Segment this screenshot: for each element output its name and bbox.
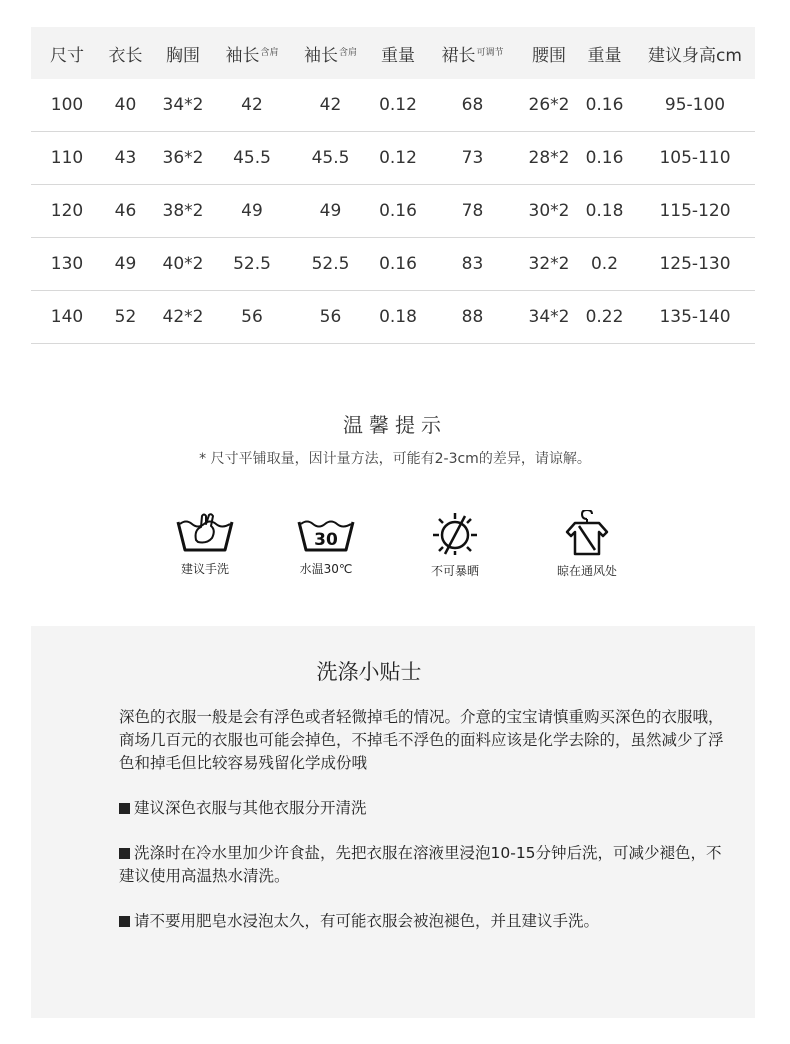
table-cell: 34*2: [524, 291, 574, 344]
table-cell: 135-140: [635, 291, 755, 344]
table-cell: 110: [31, 132, 103, 185]
care-label: 晾在通风处: [556, 564, 617, 578]
table-cell: 95-100: [635, 79, 755, 132]
care-item-water-temp: [266, 510, 386, 577]
table-cell: 46: [103, 185, 148, 238]
table-cell: 52: [103, 291, 148, 344]
table-cell: 88: [421, 291, 524, 344]
header-cell-weight-2: 重量: [574, 27, 635, 79]
table-cell: 49: [286, 185, 375, 238]
table-cell: 45.5: [218, 132, 286, 185]
table-cell: 83: [421, 238, 524, 291]
table-cell: 0.16: [375, 185, 421, 238]
hang-dry-shade-icon: [561, 510, 613, 556]
care-item-hang-dry: [527, 510, 647, 579]
table-cell: 42: [218, 79, 286, 132]
table-cell: 43: [103, 132, 148, 185]
size-chart-table: [31, 27, 755, 344]
table-row: [31, 79, 755, 132]
header-cell-sleeve: 袖长$^{含肩}$: [218, 27, 286, 79]
table-cell: 0.16: [375, 238, 421, 291]
table-cell: 52.5: [286, 238, 375, 291]
table-cell: 38*2: [148, 185, 218, 238]
table-cell: 40: [103, 79, 148, 132]
table-cell: 0.16: [574, 79, 635, 132]
table-cell: 49: [218, 185, 286, 238]
table-cell: 40*2: [148, 238, 218, 291]
table-cell: 56: [218, 291, 286, 344]
wash-tip-item: 请不要用肥皂水浸泡太久，有可能衣服会被泡褪色，并且建议手洗。: [119, 910, 729, 933]
header-cell-size: 尺寸: [31, 27, 103, 79]
header-cell-waist: 腰围: [524, 27, 574, 79]
header-cell-chest: 胸围: [148, 27, 218, 79]
header-cell-skirt-length: 裙长$^{可调节}$: [421, 27, 524, 79]
wash-tip-item: 洗涤时在冷水里加少许食盐，先把衣服在溶液里浸泡10-15分钟后洗，可减少褪色，不建议使用高温热水清洗。: [119, 844, 722, 885]
no-sun-exposure-icon: [429, 510, 481, 556]
table-cell: 36*2: [148, 132, 218, 185]
table-row: [31, 185, 755, 238]
wash-tip-item: 建议深色衣服与其他衣服分开清洗: [119, 797, 729, 820]
wash-tip-intro: 深色的衣服一般是会有浮色或者轻微掉毛的情况。介意的宝宝请慎重购买深色的衣服哦，商场几百元的衣服也可能会掉色，不掉毛不浮色的面料应该是化学去除的，虽然减少了浮色和掉毛但比较容易残留化学成份哦: [119, 708, 724, 772]
square-bullet-icon: [119, 803, 130, 814]
water-temp-30-icon: [295, 510, 357, 554]
care-label: 水温30℃: [299, 562, 353, 576]
table-cell: 0.18: [574, 185, 635, 238]
svg-text:30: 30: [314, 530, 338, 550]
table-row: [31, 238, 755, 291]
care-item-hand-wash: [145, 510, 265, 577]
care-label: 不可暴晒: [430, 564, 479, 578]
tips-subtitle: * 尺寸平铺取量，因计量方法，可能有2-3cm的差异，请谅解。: [199, 451, 591, 467]
care-item-no-sun: [395, 510, 515, 579]
table-cell: 73: [421, 132, 524, 185]
table-cell: 125-130: [635, 238, 755, 291]
header-cell-weight: 重量: [375, 27, 421, 79]
table-cell: 100: [31, 79, 103, 132]
table-row: [31, 132, 755, 185]
table-cell: 34*2: [148, 79, 218, 132]
table-cell: 0.2: [574, 238, 635, 291]
hand-wash-icon: [174, 510, 236, 554]
table-cell: 42: [286, 79, 375, 132]
table-cell: 120: [31, 185, 103, 238]
table-cell: 78: [421, 185, 524, 238]
care-label: 建议手洗: [180, 562, 229, 576]
table-cell: 56: [286, 291, 375, 344]
table-cell: 49: [103, 238, 148, 291]
square-bullet-icon: [119, 848, 130, 859]
wash-tips-title: 洗涤小贴士: [316, 660, 422, 684]
table-cell: 26*2: [524, 79, 574, 132]
table-cell: 0.22: [574, 291, 635, 344]
table-cell: 115-120: [635, 185, 755, 238]
table-cell: 0.12: [375, 79, 421, 132]
table-cell: 0.18: [375, 291, 421, 344]
table-cell: 52.5: [218, 238, 286, 291]
table-cell: 42*2: [148, 291, 218, 344]
table-cell: 30*2: [524, 185, 574, 238]
wash-tips-body: [119, 706, 729, 955]
wash-tips-panel: [31, 626, 755, 1018]
header-cell-sleeve-2: 袖长$^{含肩}$: [286, 27, 375, 79]
table-cell: 45.5: [286, 132, 375, 185]
square-bullet-icon: [119, 916, 130, 927]
table-row: [31, 291, 755, 344]
table-cell: 0.12: [375, 132, 421, 185]
table-cell: 105-110: [635, 132, 755, 185]
header-cell-height: 建议身高cm: [635, 27, 755, 79]
table-cell: 140: [31, 291, 103, 344]
table-cell: 68: [421, 79, 524, 132]
size-table-header-row: [31, 27, 755, 79]
table-cell: 32*2: [524, 238, 574, 291]
table-cell: 28*2: [524, 132, 574, 185]
tips-title: 温馨提示: [343, 413, 447, 437]
header-cell-length: 衣长: [103, 27, 148, 79]
table-cell: 130: [31, 238, 103, 291]
table-cell: 0.16: [574, 132, 635, 185]
